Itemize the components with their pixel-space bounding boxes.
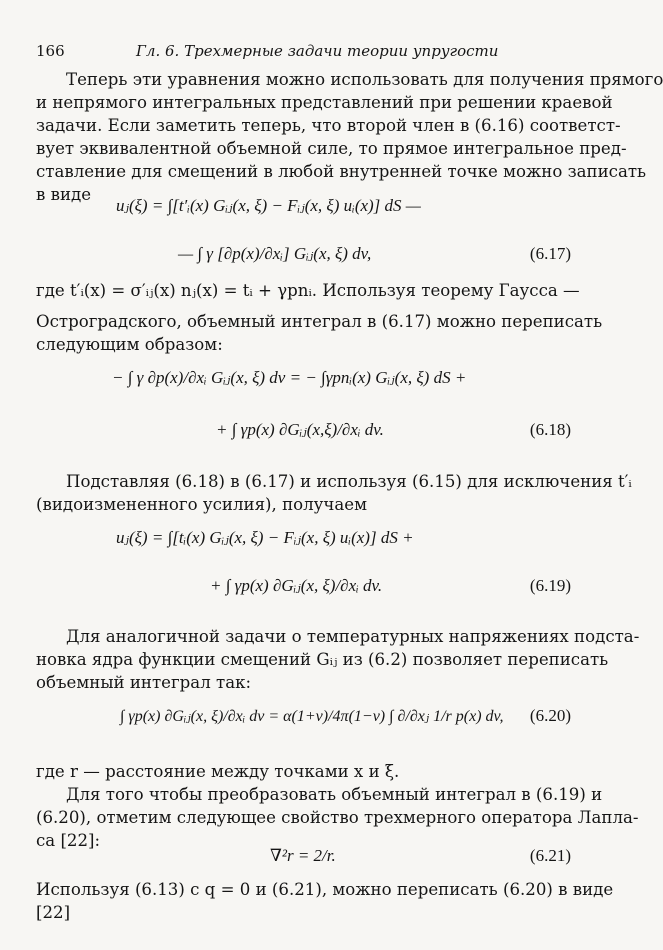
text-line: где r — расстояние между точками x и ξ. bbox=[36, 762, 400, 781]
paragraph-5-cont bbox=[36, 783, 639, 852]
paragraph-6 bbox=[36, 878, 614, 924]
paragraph-3 bbox=[36, 470, 632, 516]
page-header bbox=[36, 42, 576, 66]
text-line: Остроградского, объемный интеграл в (6.17) можно переписать bbox=[36, 312, 603, 331]
text-line: новка ядра функции смещений Gᵢⱼ из (6.2) позволяет переписать bbox=[36, 650, 609, 669]
text-line: (видоизмененного усилия), получаем bbox=[36, 495, 368, 514]
equation-number-6-20: (6.20) bbox=[529, 706, 571, 725]
text-line: в виде bbox=[36, 185, 92, 204]
equation-6-19-line-1: uⱼ(ξ) = ∫[tᵢ(x) Gᵢⱼ(x, ξ) − Fᵢⱼ(x, ξ) uᵢ(x)] dS + bbox=[116, 528, 414, 547]
text-line: Используя (6.13) с q = 0 и (6.21), можно переписать (6.20) в виде bbox=[36, 880, 614, 899]
equation-6-17-line-2: — ∫ γ [∂p(x)/∂xᵢ] Gᵢⱼ(x, ξ) dv, bbox=[178, 244, 372, 263]
equation-number-6-18: (6.18) bbox=[529, 420, 571, 439]
text-line: задачи. Если заметить теперь, что второй член в (6.16) соответст- bbox=[36, 116, 621, 135]
equation-6-20: ∫ γp(x) ∂Gᵢⱼ(x, ξ)/∂xᵢ dv = α(1+ν)/4π(1−ν) ∫ ∂/∂xⱼ 1/r p(x) dv, bbox=[120, 708, 504, 725]
equation-number-6-17: (6.17) bbox=[529, 244, 571, 263]
equation-6-21: ∇²r = 2/r. bbox=[270, 846, 336, 865]
text-line: [22] bbox=[36, 903, 71, 922]
equation-number-6-21: (6.21) bbox=[529, 846, 571, 865]
page-number: 166 bbox=[36, 42, 65, 60]
text-line: (6.20), отметим следующее свойство трехмерного оператора Лапла- bbox=[36, 808, 639, 827]
text-line: следующим образом: bbox=[36, 335, 223, 354]
paragraph-1 bbox=[36, 68, 663, 206]
text-line: где t′ᵢ(x) = σ′ᵢⱼ(x) nⱼ(x) = tᵢ + γpnᵢ. Используя теорему Гаусса — bbox=[36, 281, 580, 300]
text-line: и непрямого интегральных представлений при решении краевой bbox=[36, 93, 613, 112]
text-line: Подставляя (6.18) в (6.17) и используя (6.15) для исключения t′ᵢ bbox=[66, 472, 632, 491]
equation-6-18-line-1: − ∫ γ ∂p(x)/∂xᵢ Gᵢⱼ(x, ξ) dv = − ∫γpnᵢ(x) Gᵢⱼ(x, ξ) dS + bbox=[112, 368, 467, 387]
paragraph-5 bbox=[36, 760, 574, 783]
text-line: Для того чтобы преобразовать объемный интеграл в (6.19) и bbox=[66, 785, 603, 804]
equation-6-18-line-2: + ∫ γp(x) ∂Gᵢⱼ(x,ξ)/∂xᵢ dv. bbox=[216, 420, 384, 439]
paragraph-2 bbox=[36, 279, 580, 302]
text-line: Теперь эти уравнения можно использовать для получения прямого bbox=[66, 70, 663, 89]
paragraph-2-cont bbox=[36, 310, 603, 356]
text-line: объемный интеграл так: bbox=[36, 673, 252, 692]
running-title: Гл. 6. Трехмерные задачи теории упругости bbox=[136, 42, 499, 60]
equation-number-6-19: (6.19) bbox=[529, 576, 571, 595]
text-line: ставление для смещений в любой внутренней точке можно записать bbox=[36, 162, 647, 181]
text-line: са [22]: bbox=[36, 831, 101, 850]
equation-6-19-line-2: + ∫ γp(x) ∂Gᵢⱼ(x, ξ)/∂xᵢ dv. bbox=[210, 576, 383, 595]
equation-6-17-line-1: uⱼ(ξ) = ∫[t′ᵢ(x) Gᵢⱼ(x, ξ) − Fᵢⱼ(x, ξ) uᵢ(x)] dS — bbox=[116, 196, 421, 215]
text-line: Для аналогичной задачи о температурных напряжениях подста- bbox=[66, 627, 640, 646]
text-line: вует эквивалентной объемной силе, то прямое интегральное пред- bbox=[36, 139, 627, 158]
paragraph-4 bbox=[36, 625, 640, 694]
